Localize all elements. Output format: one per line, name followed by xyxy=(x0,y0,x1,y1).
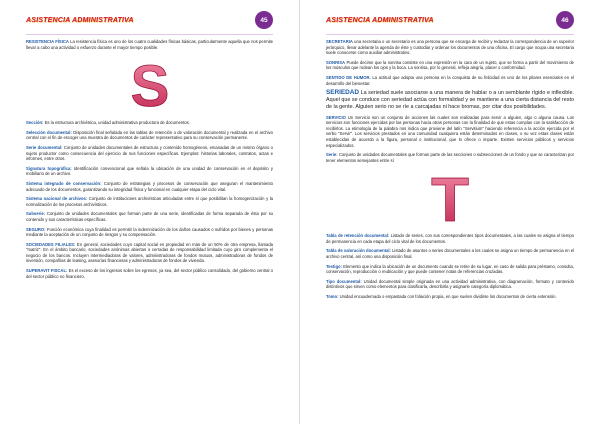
glossary-entry xyxy=(26,39,273,50)
entry-term: SECRETARIA xyxy=(326,39,353,44)
entry-term: Selección documental: xyxy=(26,129,72,135)
section-letter-s xyxy=(26,56,273,116)
entry-term: Serie: xyxy=(326,152,338,158)
entry-term: Sección: xyxy=(26,120,44,126)
glossary-entry xyxy=(26,227,273,238)
entry-text: La actitud que adopta una persona en la conquista de su felicidad es uno de los pilares esenciales en el desarrollo del bienestar. xyxy=(326,74,574,86)
entry-term: SERVICIO xyxy=(326,114,346,120)
entry-text: Listado de asuntos o series documentales a los cuales se asigna un tiempo de permanencia en el archivo central, así como una disposición final. xyxy=(326,248,574,260)
entry-text: Es la estructura archivística, unidad administrativa productora de documentos. xyxy=(43,120,190,126)
entry-text: Conjunto de unidades documentales que forman parte de las secciones o subsecciones de un fondo y que se caracterizan por tener elementos semejantes entre sí xyxy=(326,152,574,163)
entry-term: Tabla de retención documental: xyxy=(326,233,390,239)
entry-term: Sistema integrado de conservación: xyxy=(26,180,102,186)
glossary-entry xyxy=(326,115,574,149)
glossary-entry xyxy=(326,279,574,290)
letter-s: S xyxy=(130,56,169,117)
entry-text: Elemento que indica la ubicación de un documento cuando se retire de su lugar, en caso de salida para préstamo, consulta, conservación, reproducción o reubicación y que puede contener notas de referencias cruzadas. xyxy=(326,263,574,275)
entry-text: Unidad documental simple originada en una actividad administrativa, con diagramación, formato y contenido distintivos que sirven como elementos para clasificarla, describirla y asignarle categoría diplomática. xyxy=(326,278,575,290)
entries-list xyxy=(326,233,574,299)
glossary-entry xyxy=(26,242,273,264)
letter-t: T xyxy=(431,169,469,230)
glossary-entry xyxy=(26,130,273,141)
page-header xyxy=(326,10,574,30)
entry-term: SERIEDAD xyxy=(326,89,360,97)
entry-term: SEGURO: xyxy=(26,226,46,232)
entry-term: Tipo documental: xyxy=(326,278,362,284)
glossary-entry xyxy=(326,248,574,259)
page-header xyxy=(26,10,273,30)
entry-text: Disposición final señalada en las tablas de retención o de valoración documental y realizada en el archivo central con el fin de escoger una muestra de documentos de carácter representativo para su conservación permanente. xyxy=(26,129,273,141)
right-page xyxy=(300,0,600,424)
glossary-entry xyxy=(326,294,574,300)
glossary-entry xyxy=(26,166,273,177)
entry-term: SENTIDO DE HUMOR. xyxy=(326,74,371,80)
entry-text: Identificación convencional que señala la ubicación de una unidad de conservación en el depósito y mobiliario de un archivo. xyxy=(26,165,274,177)
entry-text: Conjunto de unidades documentales que forman parte de una serie, identificadas de forma separada de ésta por su contenido y sus características específicas. xyxy=(26,211,273,222)
entry-term: Tabla de valoración documental: xyxy=(326,248,391,254)
entry-term: Subserie: xyxy=(26,211,46,217)
entry-text: Puede decirse que la sonrisa consiste en una expresión en la cara de un sujeto, que se forma a partir del movimiento de los músculos que rodean los ojos y la boca. La sonrisa, por lo general, refleja alegría, placer o conformidad. xyxy=(326,59,574,71)
glossary-entry xyxy=(26,268,273,279)
glossary-entry xyxy=(26,120,273,126)
letter-s-graphic xyxy=(130,56,170,116)
glossary-entry xyxy=(326,39,574,56)
entries-list xyxy=(26,120,273,279)
glossary-entry xyxy=(26,181,273,192)
page-number-badge: 45 xyxy=(255,11,273,29)
entry-text: Un Servicio son un conjunto de acciones las cuales son realizadas para servir a alguien, algo o alguna causa. Los servicios son funciones ejercidas por las personas hacia otras personas con la finalidad de que estas cumplan con la satisfacción de recibirlos. La etimología de la palabra nos indica que proviene del latín "Servitium" haciendo referencia a la acción ejercida por el verbo "Servir". Los servicios prestados en una comunidad cualquiera están determinados en clases, o su vez estas clases están establecidas de acuerdo a la figura, personal o institucional, que lo ofrece o imparte. Existen servicios públicos y servicios especializados. xyxy=(326,114,574,148)
glossary-entry xyxy=(26,145,273,162)
header-divider xyxy=(26,34,273,35)
entry-term: SUPERAVIT FISCAL: xyxy=(26,268,68,274)
entry-text: Unidad encuadernada o empastada con foliación propia, en que suelen dividirse los documentos de cierta extensión. xyxy=(338,294,557,300)
glossary-entry xyxy=(326,75,574,86)
glossary-entry xyxy=(26,196,273,207)
entries-top xyxy=(26,39,273,50)
header-title: ASISTENCIA ADMINISTRATIVA xyxy=(26,16,134,24)
entries-top xyxy=(326,39,574,163)
entry-term: Signatura topográfica: xyxy=(26,165,72,171)
entry-text: Conjunto de estrategias y procesos de conservación que aseguran el mantenimiento adecuado de los documentos, garantizando su integridad física y funcional en cualquier etapa del ciclo vital. xyxy=(26,180,273,192)
page-number-badge: 46 xyxy=(556,11,574,29)
section-letter-t xyxy=(326,169,574,229)
entry-term: SOCIEDADES FILIALES: xyxy=(26,241,76,247)
glossary-entry xyxy=(326,152,574,163)
entry-term: Testigo: xyxy=(326,263,342,269)
glossary-entry xyxy=(326,233,574,244)
entry-text: una secretaria o un secretario es una persona que se encarga de recibir y redactar la correspondencia de un superior jerárquico, llevar adelante la agenda de éste y custodiar y ordenar los documentos de una oficina. El cargo que ocupa una secretaria suele conocerse como auxiliar administrativo. xyxy=(326,39,574,56)
letter-t-graphic xyxy=(430,169,470,229)
entry-term: Tomo: xyxy=(326,294,339,300)
entry-text: Listado de series, con sus correspondientes tipos documentales, a las cuales se asigna el tiempo de permanencia en cada etapa del ciclo vital de los documentos. xyxy=(326,233,575,244)
entry-text: Conjunto de unidades documentales de estructura y contenido homogéneos, emanadas de un mismo órgano o sujeto productor como consecuencia del ejercicio de sus funciones específicas. Ejemplos: historias laborales, contratos, actas e informes, entre otros. xyxy=(26,144,273,162)
glossary-entry xyxy=(26,211,273,222)
entry-text: Función económica cuya finalidad es permitir la indemnización de los daños causados o sufridos por bienes y personas mediante la aceptación de un conjunto de riesgos y su compensación. xyxy=(26,226,273,238)
entry-text: La resistencia física es uno de los cuatro cualidades físicas básicas, particularmente aquella que nos permite llevar a cabo una actividad o esfuerzo durante el mayor tiempo posible. xyxy=(26,39,274,50)
header-title: ASISTENCIA ADMINISTRATIVA xyxy=(326,16,434,24)
header-divider xyxy=(326,34,574,35)
glossary-entry xyxy=(326,60,574,71)
entry-text: Conjunto de instituciones archivísticas articuladas entre sí que posibilitan la homogenización y la normalización de los procesos archivísticos. xyxy=(26,196,273,207)
glossary-entry xyxy=(326,264,574,275)
entry-term: Serie documental: xyxy=(26,144,63,150)
glossary-entry xyxy=(326,90,574,110)
entry-term: RESISTENCIA FÍSICA xyxy=(26,39,69,44)
entry-term: SONRISA xyxy=(326,59,346,65)
entry-term: Sistema nacional de archivos: xyxy=(26,196,88,202)
entry-text: Es el exceso de los ingresos sobre los egresos, ya sea, del sector público consolidado, del gobierno central o del sector público no financiero. xyxy=(26,268,273,279)
entry-text: La seriedad suele asociarse a una manera de hablar o a un semblante rígido e inflexible. Aquel que se conduce con seriedad actúa con formalidad y se mantiene a una cierta distancia del resto de la gente. Alguien serio no se ríe a carcajadas ni hace bromas, por citar dos posibilidades. xyxy=(326,90,574,110)
entry-text: En general, sociedades cuyo capital social es propiedad en más de un 50% de otra empresa, llamada "matriz". En el ámbito bancario, sociedades anónimas abiertas o cerradas de responsabilidad limitada cuyo giro complementa el negocio de los bancos. Incluyen intermediadoras de valores, administradoras de fondos mutuos, administradoras de fondos de inversión, compañías de leasing, asesorías financieras y administradoras de fondos de vivienda. xyxy=(26,241,274,264)
